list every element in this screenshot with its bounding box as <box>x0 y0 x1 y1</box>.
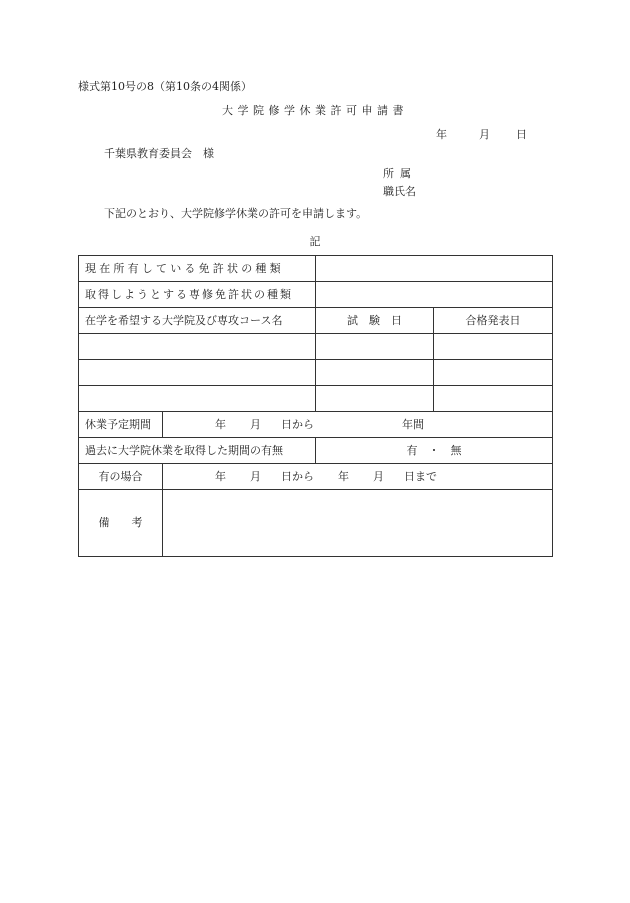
planned-period-label: 休業予定期間 <box>79 412 163 438</box>
affiliation-label: 所属 <box>383 167 417 180</box>
remarks-label: 備 考 <box>79 490 163 557</box>
document-title: 大学院修学休業許可申請書 <box>222 104 408 117</box>
ki-label: 記 <box>309 235 321 248</box>
period-from-label: 日から <box>281 417 314 431</box>
period-month-label: 月 <box>250 417 261 431</box>
if-yes-month1: 月 <box>250 469 261 483</box>
past-leave-options[interactable]: 有 ・ 無 <box>316 438 553 464</box>
date-year-label: 年 <box>436 128 447 141</box>
form-number: 様式第10号の8（第10条の4関係） <box>78 80 252 93</box>
date-month-label: 月 <box>479 128 490 141</box>
table-row <box>79 256 553 282</box>
table-row <box>79 360 553 386</box>
if-yes-label: 有の場合 <box>79 464 163 490</box>
date-day-label: 日 <box>516 128 527 141</box>
date-line <box>436 128 527 142</box>
graduate-school-label: 在学を希望する大学院及び専攻コース名 <box>79 308 316 334</box>
request-statement: 下記のとおり、大学院修学休業の許可を申請します。 <box>104 207 368 220</box>
result-date-field[interactable] <box>434 386 553 412</box>
if-yes-year2: 年 <box>338 469 349 483</box>
result-date-field[interactable] <box>434 360 553 386</box>
table-row <box>79 412 553 438</box>
table-row <box>79 490 553 557</box>
if-yes-year1: 年 <box>215 469 226 483</box>
period-year-label: 年 <box>215 417 226 431</box>
table-row <box>79 464 553 490</box>
if-yes-period-field[interactable] <box>163 464 553 490</box>
remarks-field[interactable] <box>163 490 553 557</box>
exam-date-field[interactable] <box>316 334 434 360</box>
if-yes-month2: 月 <box>373 469 384 483</box>
addressee: 千葉県教育委員会 様 <box>104 147 214 160</box>
table-row <box>79 386 553 412</box>
target-license-label: 取得しようとする専修免許状の種類 <box>79 282 316 308</box>
if-yes-from: 日から <box>281 469 314 483</box>
table-row <box>79 308 553 334</box>
graduate-school-field[interactable] <box>79 334 316 360</box>
application-table <box>78 255 553 557</box>
current-license-label: 現在所有している免許状の種類 <box>79 256 316 282</box>
table-row <box>79 282 553 308</box>
planned-period-field[interactable] <box>163 412 553 438</box>
result-date-field[interactable] <box>434 334 553 360</box>
table-row <box>79 438 553 464</box>
graduate-school-field[interactable] <box>79 386 316 412</box>
graduate-school-field[interactable] <box>79 360 316 386</box>
target-license-field[interactable] <box>316 282 553 308</box>
period-years-label: 年間 <box>402 417 424 431</box>
name-label: 職氏名 <box>383 185 416 198</box>
exam-date-field[interactable] <box>316 386 434 412</box>
if-yes-until: 日まで <box>404 469 437 483</box>
current-license-field[interactable] <box>316 256 553 282</box>
past-leave-label: 過去に大学院休業を取得した期間の有無 <box>79 438 316 464</box>
exam-date-field[interactable] <box>316 360 434 386</box>
exam-date-header: 試 験 日 <box>316 308 434 334</box>
result-date-header: 合格発表日 <box>434 308 553 334</box>
table-row <box>79 334 553 360</box>
